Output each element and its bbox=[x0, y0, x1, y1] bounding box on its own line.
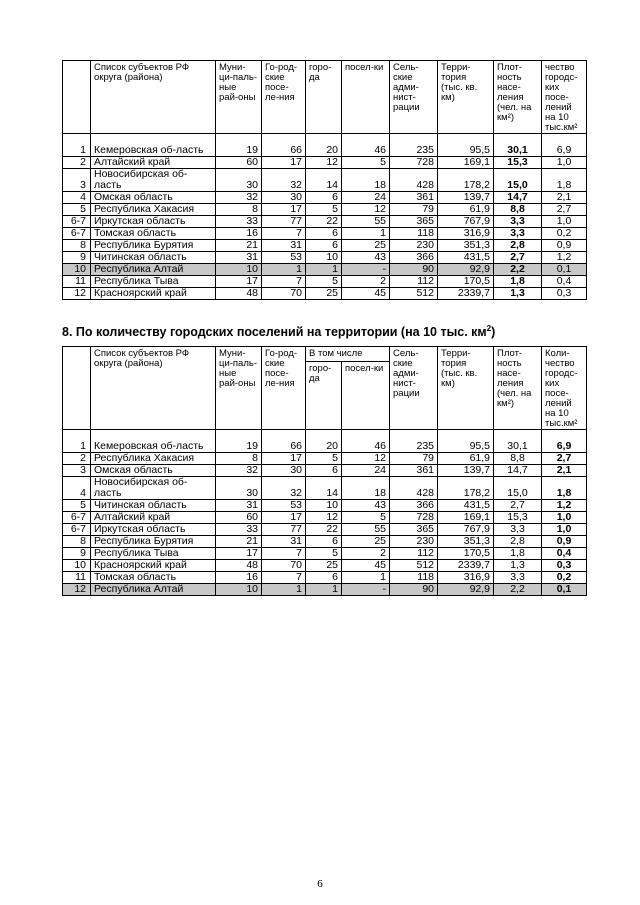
cities-cell: 20 bbox=[306, 430, 342, 453]
density-cell: 3,3 bbox=[494, 216, 542, 228]
rank-header bbox=[63, 61, 91, 134]
territory-cell: 316,9 bbox=[438, 228, 494, 240]
territory-cell: 178,2 bbox=[438, 169, 494, 192]
rank-cell: 1 bbox=[63, 430, 91, 453]
rank-cell: 4 bbox=[63, 477, 91, 500]
rank-cell: 2 bbox=[63, 453, 91, 465]
region-name-cell: Республика Бурятия bbox=[91, 240, 216, 252]
region-name-cell: Республика Бурятия bbox=[91, 536, 216, 548]
munic-cell: 17 bbox=[216, 548, 262, 560]
settlements-cell: - bbox=[342, 264, 390, 276]
table-row bbox=[63, 276, 587, 288]
region-name-cell: Алтайский край bbox=[91, 157, 216, 169]
rural-cell: 428 bbox=[390, 169, 438, 192]
table-row bbox=[63, 512, 587, 524]
count-cell: 2,1 bbox=[542, 192, 587, 204]
settlements-cell: 2 bbox=[342, 276, 390, 288]
rank-cell: 4 bbox=[63, 192, 91, 204]
header-density: Плот-ность насе-ления (чел. на км²) bbox=[494, 347, 542, 430]
settlements-cell: 25 bbox=[342, 536, 390, 548]
count-cell: 1,8 bbox=[542, 477, 587, 500]
rural-cell: 365 bbox=[390, 524, 438, 536]
urban-count-table-body bbox=[63, 430, 587, 596]
region-name-cell: Новосибирская об-ласть bbox=[91, 169, 216, 192]
rank-cell: 2 bbox=[63, 157, 91, 169]
density-cell: 1,8 bbox=[494, 548, 542, 560]
urban-cell: 66 bbox=[262, 134, 306, 157]
density-cell: 3,3 bbox=[494, 572, 542, 584]
region-name-cell: Томская область bbox=[91, 228, 216, 240]
header-settlements: посел-ки bbox=[342, 361, 390, 429]
region-name-cell: Омская область bbox=[91, 192, 216, 204]
territory-cell: 767,9 bbox=[438, 524, 494, 536]
region-name-cell: Иркутская область bbox=[91, 216, 216, 228]
count-cell: 2,7 bbox=[542, 204, 587, 216]
munic-cell: 17 bbox=[216, 276, 262, 288]
urban-cell: 17 bbox=[262, 204, 306, 216]
density-cell: 8,8 bbox=[494, 204, 542, 216]
rank-cell: 11 bbox=[63, 572, 91, 584]
territory-cell: 170,5 bbox=[438, 276, 494, 288]
cities-cell: 25 bbox=[306, 560, 342, 572]
settlements-cell: 18 bbox=[342, 169, 390, 192]
rural-cell: 79 bbox=[390, 204, 438, 216]
rural-cell: 79 bbox=[390, 453, 438, 465]
count-cell: 0,3 bbox=[542, 560, 587, 572]
count-cell: 0,9 bbox=[542, 240, 587, 252]
header-munic: Муни-ци-паль-ные рай-оны bbox=[216, 347, 262, 430]
urban-cell: 17 bbox=[262, 157, 306, 169]
territory-cell: 178,2 bbox=[438, 477, 494, 500]
table-row bbox=[63, 524, 587, 536]
density-cell: 2,7 bbox=[494, 252, 542, 264]
munic-cell: 60 bbox=[216, 157, 262, 169]
density-cell: 1,3 bbox=[494, 560, 542, 572]
rank-cell: 9 bbox=[63, 548, 91, 560]
cities-cell: 6 bbox=[306, 192, 342, 204]
urban-cell: 53 bbox=[262, 252, 306, 264]
count-cell: 1,2 bbox=[542, 500, 587, 512]
cities-cell: 6 bbox=[306, 240, 342, 252]
territory-cell: 767,9 bbox=[438, 216, 494, 228]
table-row bbox=[63, 584, 587, 596]
cities-cell: 20 bbox=[306, 134, 342, 157]
count-cell: 1,0 bbox=[542, 157, 587, 169]
munic-cell: 48 bbox=[216, 288, 262, 300]
rural-cell: 235 bbox=[390, 134, 438, 157]
rank-cell: 3 bbox=[63, 169, 91, 192]
rural-cell: 90 bbox=[390, 264, 438, 276]
region-name-cell: Читинская область bbox=[91, 500, 216, 512]
region-name-cell: Кемеровская об-ласть bbox=[91, 430, 216, 453]
density-cell: 2,8 bbox=[494, 240, 542, 252]
density-cell: 2,8 bbox=[494, 536, 542, 548]
settlements-cell: 1 bbox=[342, 228, 390, 240]
urban-cell: 70 bbox=[262, 288, 306, 300]
munic-cell: 33 bbox=[216, 216, 262, 228]
count-cell: 0,4 bbox=[542, 548, 587, 560]
rural-cell: 512 bbox=[390, 288, 438, 300]
munic-cell: 10 bbox=[216, 264, 262, 276]
heading-end: ) bbox=[491, 325, 496, 339]
rank-cell: 10 bbox=[63, 264, 91, 276]
munic-cell: 10 bbox=[216, 584, 262, 596]
rural-cell: 366 bbox=[390, 252, 438, 264]
urban-cell: 7 bbox=[262, 572, 306, 584]
settlements-cell: 45 bbox=[342, 288, 390, 300]
table-row bbox=[63, 453, 587, 465]
region-name-cell: Республика Тыва bbox=[91, 276, 216, 288]
header-settlements: посел-ки bbox=[342, 61, 390, 134]
settlements-cell: 46 bbox=[342, 134, 390, 157]
territory-cell: 92,9 bbox=[438, 264, 494, 276]
rank-cell: 6-7 bbox=[63, 216, 91, 228]
munic-cell: 19 bbox=[216, 134, 262, 157]
urban-count-ranking-table bbox=[62, 346, 587, 596]
heading-text: 8. По количеству городских поселений на территории (на 10 тыс. км bbox=[62, 325, 487, 339]
density-ranking-table bbox=[62, 60, 587, 300]
rural-cell: 512 bbox=[390, 560, 438, 572]
urban-cell: 77 bbox=[262, 524, 306, 536]
settlements-cell: 2 bbox=[342, 548, 390, 560]
munic-cell: 16 bbox=[216, 572, 262, 584]
header-list: Список субъектов РФ округа (района) bbox=[91, 347, 216, 430]
region-name-cell: Республика Хакасия bbox=[91, 204, 216, 216]
cities-cell: 6 bbox=[306, 536, 342, 548]
region-name-cell: Республика Алтай bbox=[91, 264, 216, 276]
territory-cell: 316,9 bbox=[438, 572, 494, 584]
urban-cell: 17 bbox=[262, 512, 306, 524]
rural-cell: 235 bbox=[390, 430, 438, 453]
density-cell: 8,8 bbox=[494, 453, 542, 465]
cities-cell: 5 bbox=[306, 548, 342, 560]
header-urban: Го-род-ские посе-ле-ния bbox=[262, 61, 306, 134]
table-row bbox=[63, 157, 587, 169]
header-in-total: В том числе bbox=[306, 347, 390, 362]
count-cell: 1,0 bbox=[542, 512, 587, 524]
density-cell: 2,2 bbox=[494, 264, 542, 276]
rank-cell: 10 bbox=[63, 560, 91, 572]
density-cell: 2,2 bbox=[494, 584, 542, 596]
density-cell: 1,3 bbox=[494, 288, 542, 300]
rural-cell: 365 bbox=[390, 216, 438, 228]
header-munic: Муни-ци-паль-ные рай-оны bbox=[216, 61, 262, 134]
count-cell: 6,9 bbox=[542, 430, 587, 453]
region-name-cell: Кемеровская об-ласть bbox=[91, 134, 216, 157]
table-row bbox=[63, 134, 587, 157]
count-cell: 0,3 bbox=[542, 288, 587, 300]
table-row bbox=[63, 240, 587, 252]
section-heading bbox=[62, 325, 495, 339]
table-header-row bbox=[63, 61, 587, 134]
region-name-cell: Красноярский край bbox=[91, 288, 216, 300]
urban-cell: 31 bbox=[262, 240, 306, 252]
count-cell: 1,8 bbox=[542, 169, 587, 192]
rural-cell: 366 bbox=[390, 500, 438, 512]
rural-cell: 728 bbox=[390, 512, 438, 524]
table-row bbox=[63, 288, 587, 300]
table-row bbox=[63, 477, 587, 500]
count-cell: 0,2 bbox=[542, 572, 587, 584]
cities-cell: 22 bbox=[306, 524, 342, 536]
settlements-cell: 5 bbox=[342, 512, 390, 524]
rural-cell: 112 bbox=[390, 276, 438, 288]
region-name-cell: Новосибирская об-ласть bbox=[91, 477, 216, 500]
settlements-cell: - bbox=[342, 584, 390, 596]
urban-cell: 7 bbox=[262, 276, 306, 288]
territory-cell: 95,5 bbox=[438, 134, 494, 157]
density-cell: 15,0 bbox=[494, 169, 542, 192]
count-cell: 1,0 bbox=[542, 524, 587, 536]
heading-sup: 2 bbox=[486, 323, 492, 333]
munic-cell: 48 bbox=[216, 560, 262, 572]
table-row bbox=[63, 560, 587, 572]
rural-cell: 118 bbox=[390, 572, 438, 584]
region-name-cell: Республика Тыва bbox=[91, 548, 216, 560]
header-rural: Сель-ские адми-нист-рации bbox=[390, 61, 438, 134]
rank-cell: 5 bbox=[63, 500, 91, 512]
cities-cell: 5 bbox=[306, 276, 342, 288]
settlements-cell: 25 bbox=[342, 240, 390, 252]
density-cell: 15,3 bbox=[494, 157, 542, 169]
settlements-cell: 1 bbox=[342, 572, 390, 584]
count-cell: 0,1 bbox=[542, 584, 587, 596]
table-header-row bbox=[63, 347, 587, 362]
count-cell: 0,4 bbox=[542, 276, 587, 288]
table-row bbox=[63, 192, 587, 204]
region-name-cell: Алтайский край bbox=[91, 512, 216, 524]
munic-cell: 8 bbox=[216, 204, 262, 216]
territory-cell: 431,5 bbox=[438, 252, 494, 264]
header-cities: горо-да bbox=[306, 61, 342, 134]
munic-cell: 8 bbox=[216, 453, 262, 465]
count-cell: 2,1 bbox=[542, 465, 587, 477]
urban-cell: 70 bbox=[262, 560, 306, 572]
rural-cell: 361 bbox=[390, 465, 438, 477]
count-cell: 0,9 bbox=[542, 536, 587, 548]
region-name-cell: Иркутская область bbox=[91, 524, 216, 536]
density-cell: 15,3 bbox=[494, 512, 542, 524]
cities-cell: 1 bbox=[306, 264, 342, 276]
urban-cell: 77 bbox=[262, 216, 306, 228]
cities-cell: 14 bbox=[306, 477, 342, 500]
count-cell: 6,9 bbox=[542, 134, 587, 157]
urban-cell: 66 bbox=[262, 430, 306, 453]
rank-cell: 6-7 bbox=[63, 228, 91, 240]
rural-cell: 428 bbox=[390, 477, 438, 500]
region-name-cell: Республика Хакасия bbox=[91, 453, 216, 465]
cities-cell: 6 bbox=[306, 572, 342, 584]
cities-cell: 5 bbox=[306, 453, 342, 465]
rank-cell: 5 bbox=[63, 204, 91, 216]
munic-cell: 31 bbox=[216, 252, 262, 264]
territory-cell: 92,9 bbox=[438, 584, 494, 596]
territory-cell: 61,9 bbox=[438, 204, 494, 216]
density-table-body bbox=[63, 134, 587, 300]
region-name-cell: Республика Алтай bbox=[91, 584, 216, 596]
rank-cell: 12 bbox=[63, 288, 91, 300]
settlements-cell: 5 bbox=[342, 157, 390, 169]
density-cell: 3,3 bbox=[494, 524, 542, 536]
header-list: Список субъектов РФ округа (района) bbox=[91, 61, 216, 134]
territory-cell: 351,3 bbox=[438, 240, 494, 252]
urban-cell: 1 bbox=[262, 584, 306, 596]
munic-cell: 31 bbox=[216, 500, 262, 512]
rank-cell: 6-7 bbox=[63, 524, 91, 536]
density-cell: 30,1 bbox=[494, 430, 542, 453]
header-cities: горо-да bbox=[306, 361, 342, 429]
urban-cell: 31 bbox=[262, 536, 306, 548]
territory-cell: 2339,7 bbox=[438, 288, 494, 300]
density-cell: 14,7 bbox=[494, 465, 542, 477]
region-name-cell: Читинская область bbox=[91, 252, 216, 264]
table-row bbox=[63, 465, 587, 477]
territory-cell: 169,1 bbox=[438, 512, 494, 524]
munic-cell: 30 bbox=[216, 169, 262, 192]
urban-cell: 7 bbox=[262, 548, 306, 560]
cities-cell: 1 bbox=[306, 584, 342, 596]
density-cell: 14,7 bbox=[494, 192, 542, 204]
settlements-cell: 24 bbox=[342, 465, 390, 477]
table-row bbox=[63, 500, 587, 512]
rank-cell: 1 bbox=[63, 134, 91, 157]
density-cell: 15,0 bbox=[494, 477, 542, 500]
table-row bbox=[63, 264, 587, 276]
rank-cell: 8 bbox=[63, 536, 91, 548]
table-row bbox=[63, 536, 587, 548]
territory-cell: 95,5 bbox=[438, 430, 494, 453]
rank-cell: 8 bbox=[63, 240, 91, 252]
table-row bbox=[63, 252, 587, 264]
settlements-cell: 43 bbox=[342, 252, 390, 264]
munic-cell: 32 bbox=[216, 192, 262, 204]
table-row bbox=[63, 169, 587, 192]
munic-cell: 60 bbox=[216, 512, 262, 524]
urban-cell: 1 bbox=[262, 264, 306, 276]
settlements-cell: 55 bbox=[342, 524, 390, 536]
urban-cell: 32 bbox=[262, 169, 306, 192]
header-territory: Терри-тория (тыс. кв. км) bbox=[438, 61, 494, 134]
territory-cell: 169,1 bbox=[438, 157, 494, 169]
rank-cell: 6-7 bbox=[63, 512, 91, 524]
rural-cell: 230 bbox=[390, 240, 438, 252]
munic-cell: 30 bbox=[216, 477, 262, 500]
header-territory: Терри-тория (тыс. кв. км) bbox=[438, 347, 494, 430]
rank-cell: 12 bbox=[63, 584, 91, 596]
urban-cell: 30 bbox=[262, 465, 306, 477]
munic-cell: 33 bbox=[216, 524, 262, 536]
munic-cell: 32 bbox=[216, 465, 262, 477]
rural-cell: 112 bbox=[390, 548, 438, 560]
cities-cell: 22 bbox=[306, 216, 342, 228]
territory-cell: 351,3 bbox=[438, 536, 494, 548]
count-cell: 2,7 bbox=[542, 453, 587, 465]
rank-header bbox=[63, 347, 91, 430]
settlements-cell: 55 bbox=[342, 216, 390, 228]
cities-cell: 10 bbox=[306, 252, 342, 264]
region-name-cell: Красноярский край bbox=[91, 560, 216, 572]
urban-cell: 32 bbox=[262, 477, 306, 500]
density-cell: 30,1 bbox=[494, 134, 542, 157]
munic-cell: 21 bbox=[216, 536, 262, 548]
cities-cell: 12 bbox=[306, 157, 342, 169]
munic-cell: 16 bbox=[216, 228, 262, 240]
count-cell: 0,2 bbox=[542, 228, 587, 240]
density-cell: 2,7 bbox=[494, 500, 542, 512]
cities-cell: 12 bbox=[306, 512, 342, 524]
region-name-cell: Томская область bbox=[91, 572, 216, 584]
settlements-cell: 18 bbox=[342, 477, 390, 500]
urban-cell: 53 bbox=[262, 500, 306, 512]
territory-cell: 2339,7 bbox=[438, 560, 494, 572]
table-row bbox=[63, 216, 587, 228]
rural-cell: 230 bbox=[390, 536, 438, 548]
territory-cell: 170,5 bbox=[438, 548, 494, 560]
table-row bbox=[63, 430, 587, 453]
settlements-cell: 43 bbox=[342, 500, 390, 512]
settlements-cell: 46 bbox=[342, 430, 390, 453]
rural-cell: 361 bbox=[390, 192, 438, 204]
rural-cell: 90 bbox=[390, 584, 438, 596]
count-cell: 0,1 bbox=[542, 264, 587, 276]
table-row bbox=[63, 204, 587, 216]
settlements-cell: 12 bbox=[342, 453, 390, 465]
header-rural: Сель-ские адми-нист-рации bbox=[390, 347, 438, 430]
cities-cell: 6 bbox=[306, 465, 342, 477]
density-cell: 3,3 bbox=[494, 228, 542, 240]
density-cell: 1,8 bbox=[494, 276, 542, 288]
table-row bbox=[63, 548, 587, 560]
region-name-cell: Омская область bbox=[91, 465, 216, 477]
territory-cell: 139,7 bbox=[438, 465, 494, 477]
rank-cell: 3 bbox=[63, 465, 91, 477]
header-count: Коли-чество городс-ких посе-лений на 10 тыс.км² bbox=[542, 347, 587, 430]
table-row bbox=[63, 572, 587, 584]
munic-cell: 21 bbox=[216, 240, 262, 252]
settlements-cell: 12 bbox=[342, 204, 390, 216]
rural-cell: 728 bbox=[390, 157, 438, 169]
header-density: Плот-ность насе-ления (чел. на км²) bbox=[494, 61, 542, 134]
header-urban: Го-род-ские посе-ле-ния bbox=[262, 347, 306, 430]
cities-cell: 25 bbox=[306, 288, 342, 300]
count-cell: 1,0 bbox=[542, 216, 587, 228]
table-row bbox=[63, 228, 587, 240]
urban-cell: 17 bbox=[262, 453, 306, 465]
cities-cell: 14 bbox=[306, 169, 342, 192]
territory-cell: 61,9 bbox=[438, 453, 494, 465]
rural-cell: 118 bbox=[390, 228, 438, 240]
munic-cell: 19 bbox=[216, 430, 262, 453]
territory-cell: 139,7 bbox=[438, 192, 494, 204]
urban-cell: 30 bbox=[262, 192, 306, 204]
territory-cell: 431,5 bbox=[438, 500, 494, 512]
header-count: чество городс-ких посе-лений на 10 тыс.км² bbox=[542, 61, 587, 134]
cities-cell: 6 bbox=[306, 228, 342, 240]
rank-cell: 9 bbox=[63, 252, 91, 264]
rank-cell: 11 bbox=[63, 276, 91, 288]
urban-cell: 7 bbox=[262, 228, 306, 240]
cities-cell: 10 bbox=[306, 500, 342, 512]
settlements-cell: 45 bbox=[342, 560, 390, 572]
cities-cell: 5 bbox=[306, 204, 342, 216]
count-cell: 1,2 bbox=[542, 252, 587, 264]
page-number: 6 bbox=[317, 878, 323, 890]
settlements-cell: 24 bbox=[342, 192, 390, 204]
